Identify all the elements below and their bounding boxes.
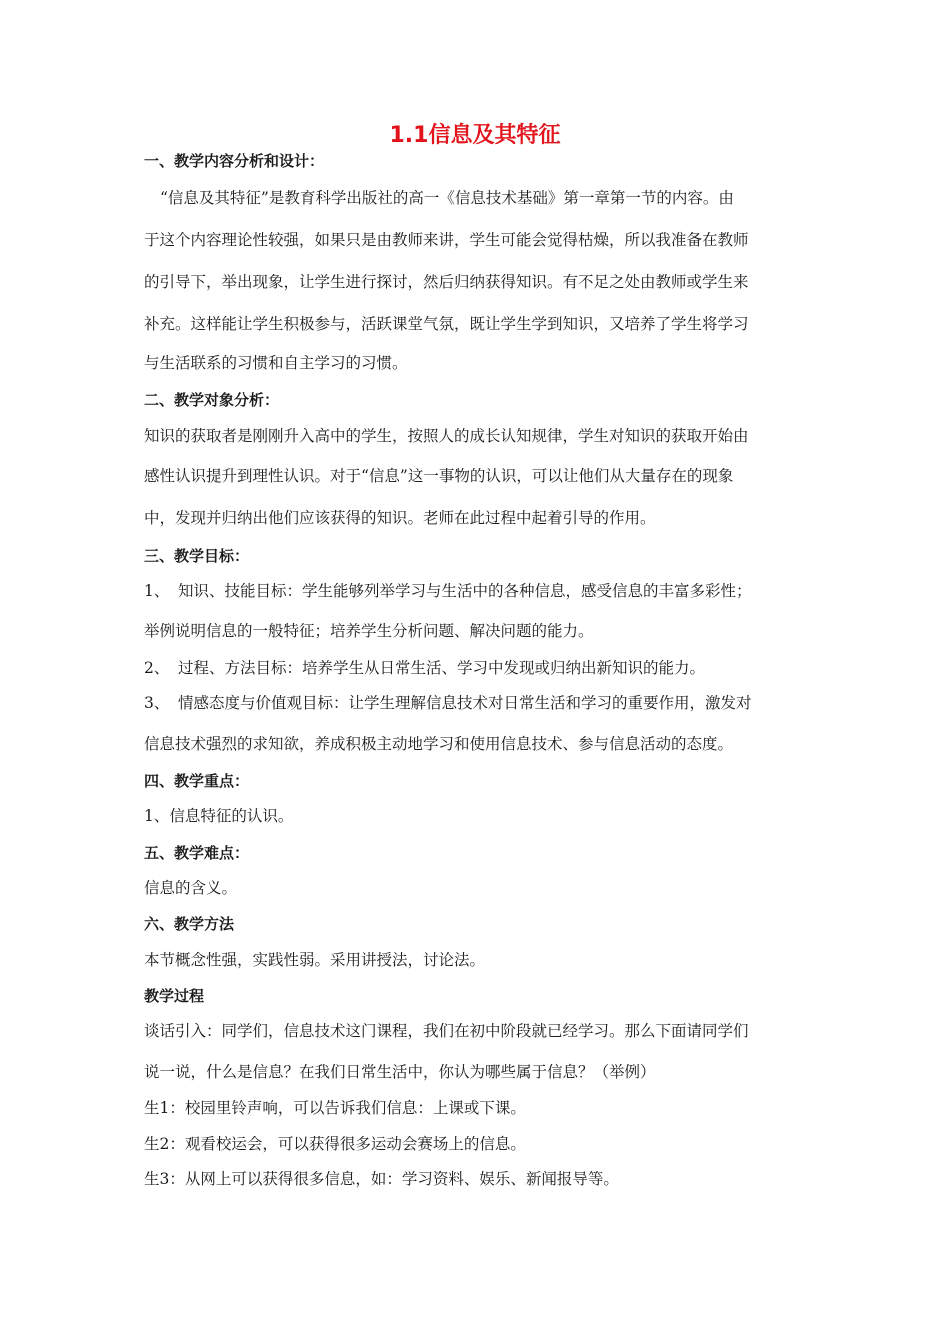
goal-item-3 xyxy=(144,692,814,714)
paragraph-line: 谈话引入：同学们，信息技术这门课程，我们在初中阶段就已经学习。那么下面请同学们 xyxy=(144,1022,749,1040)
goal-item-1 xyxy=(144,580,814,602)
goal-text: 情感态度与价值观目标：让学生理解信息技术对日常生活和学习的重要作用，激发对 xyxy=(178,694,752,712)
section-heading-audience-analysis: 二、教学对象分析： xyxy=(144,391,280,409)
paragraph-line: 补充。这样能让学生积极参与，活跃课堂气氛，既让学生学到知识，又培养了学生将学习 xyxy=(144,315,749,333)
paragraph-line: 信息技术强烈的求知欲，养成积极主动地学习和使用信息技术、参与信息活动的态度。 xyxy=(144,735,734,753)
goal-item-2 xyxy=(144,657,814,679)
paragraph-line: 与生活联系的习惯和自主学习的习惯。 xyxy=(144,354,408,372)
section-heading-teaching-methods: 六、教学方法 xyxy=(144,915,235,933)
section-heading-key-points: 四、教学重点： xyxy=(144,772,250,790)
paragraph-line: 本节概念性强，实践性弱。采用讲授法，讨论法。 xyxy=(144,951,486,969)
section-heading-teaching-process: 教学过程 xyxy=(144,987,205,1005)
paragraph-line: 的引导下，举出现象，让学生进行探讨，然后归纳获得知识。有不足之处由教师或学生来 xyxy=(144,273,749,291)
paragraph-line: 中，发现并归纳出他们应该获得的知识。老师在此过程中起着引导的作用。 xyxy=(144,509,656,527)
paragraph-line: 1、信息特征的认识。 xyxy=(144,807,294,825)
paragraph-line: 于这个内容理论性较强，如果只是由教师来讲，学生可能会觉得枯燥，所以我准备在教师 xyxy=(144,231,749,249)
goal-number: 2、 xyxy=(144,659,170,677)
goal-text: 知识、技能目标：学生能够列举学习与生活中的各种信息，感受信息的丰富多彩性； xyxy=(178,582,752,600)
paragraph-line: 感性认识提升到理性认识。对于“信息”这一事物的认识，可以让他们从大量存在的现象 xyxy=(144,467,734,485)
paragraph-line: 举例说明信息的一般特征；培养学生分析问题、解决问题的能力。 xyxy=(144,622,594,640)
paragraph-line: 生3：从网上可以获得很多信息，如：学习资料、娱乐、新闻报导等。 xyxy=(144,1170,619,1188)
paragraph-line: 知识的获取者是刚刚升入高中的学生，按照人的成长认知规律，学生对知识的获取开始由 xyxy=(144,427,749,445)
page-title: 1.1信息及其特征 xyxy=(389,123,561,148)
paragraph-line: “信息及其特征”是教育科学出版社的高一《信息技术基础》第一章第一节的内容。由 xyxy=(160,189,734,207)
paragraph-line: 生2：观看校运会，可以获得很多运动会赛场上的信息。 xyxy=(144,1135,526,1153)
paragraph-line: 生1：校园里铃声响，可以告诉我们信息：上课或下课。 xyxy=(144,1099,526,1117)
paragraph-line: 说一说，什么是信息？在我们日常生活中，你认为哪些属于信息？（举例） xyxy=(144,1063,656,1081)
goal-text: 过程、方法目标：培养学生从日常生活、学习中发现或归纳出新知识的能力。 xyxy=(178,659,706,677)
section-heading-teaching-goals: 三、教学目标： xyxy=(144,547,250,565)
goal-number: 1、 xyxy=(144,582,170,600)
goal-number: 3、 xyxy=(144,694,170,712)
paragraph-line: 信息的含义。 xyxy=(144,879,238,897)
section-heading-difficulties: 五、教学难点： xyxy=(144,844,250,862)
section-heading-content-analysis: 一、教学内容分析和设计： xyxy=(144,152,325,170)
